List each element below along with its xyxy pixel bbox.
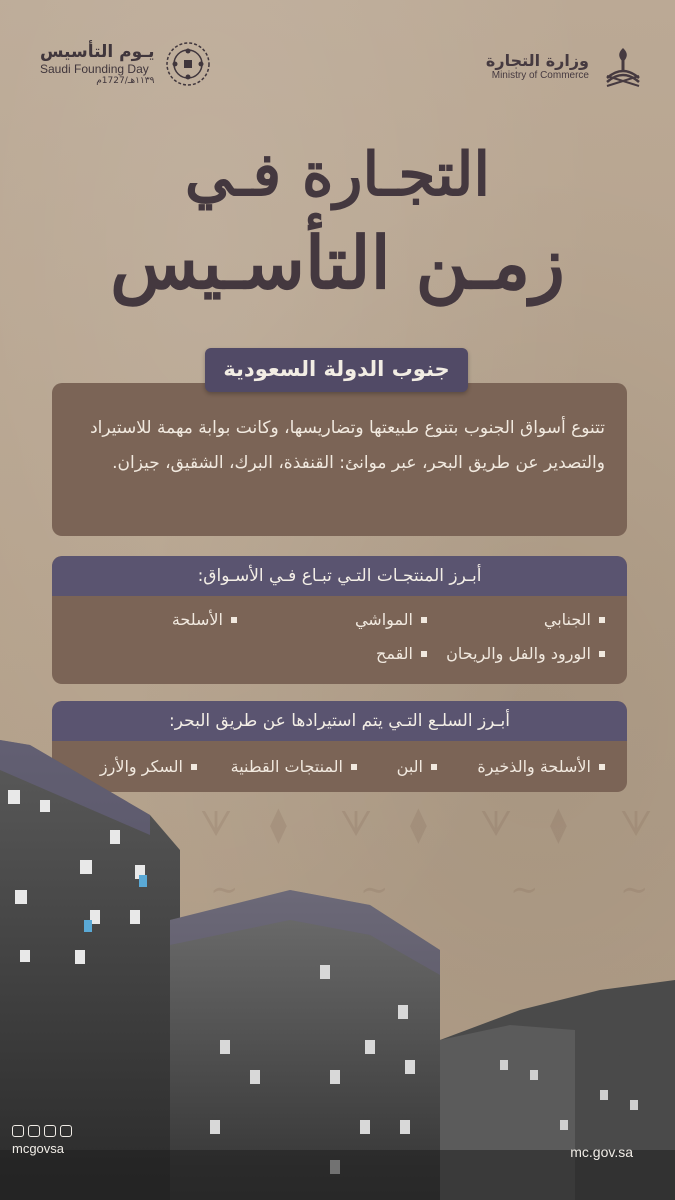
bullet-icon xyxy=(599,651,605,657)
title-line-1: التجـارة فـي xyxy=(184,140,491,210)
founding-day-seal-icon xyxy=(164,40,212,88)
list-item: الأسلحة والذخيرة xyxy=(477,757,605,776)
decor-symbol: ᗐ xyxy=(480,805,512,845)
stone-buildings-illustration xyxy=(0,740,675,1200)
decor-symbol: ⧫ xyxy=(550,805,567,845)
bullet-icon xyxy=(421,651,427,657)
instagram-icon[interactable] xyxy=(12,1125,24,1137)
social-handle xyxy=(12,1125,72,1156)
x-icon[interactable] xyxy=(28,1125,40,1137)
bullet-icon xyxy=(599,617,605,623)
founding-day-logo xyxy=(40,40,212,88)
list-item: الورود والفل والريحان xyxy=(446,644,605,663)
ministry-name-en: Ministry of Commerce xyxy=(491,70,589,81)
decor-symbol: ᗐ xyxy=(340,805,372,845)
bullet-icon xyxy=(231,617,237,623)
facebook-icon[interactable] xyxy=(44,1125,56,1137)
list-item: الأسلحة xyxy=(172,610,237,629)
products-box xyxy=(52,556,627,684)
ministry-of-commerce-logo xyxy=(486,42,647,90)
decor-symbol: ⧫ xyxy=(410,805,427,845)
intro-text: تتنوع أسواق الجنوب بتنوع طبيعتها وتضاريسها، وكانت بوابة مهمة للاستيراد والتصدير عن طريق البحر، عبر موانئ: القنفذة، البرك، الشقيق، جيزان. xyxy=(90,418,605,473)
handle-text: mcgovsa xyxy=(12,1141,65,1156)
decor-symbol: ∽ xyxy=(210,870,239,910)
saudi-emblem-icon xyxy=(599,42,647,90)
decor-symbol: ∽ xyxy=(620,870,649,910)
imports-heading: أبـرز السلـع التـي يتم استيرادها عن طريق البحر: xyxy=(52,701,627,741)
region-label: جنوب الدولة السعودية xyxy=(205,348,468,392)
website-link[interactable]: mc.gov.sa xyxy=(570,1144,633,1160)
founding-year: ١١٣٩هـ/1727م xyxy=(96,76,155,86)
title-line-2: زمـن التأسـيس xyxy=(110,220,565,305)
list-item: المنتجات القطنية xyxy=(231,757,357,776)
decor-symbol: ⧫ xyxy=(270,805,287,845)
intro-panel xyxy=(52,383,627,536)
decor-symbol: ∽ xyxy=(510,870,539,910)
products-heading: أبـرز المنتجـات التـي تبـاع فـي الأسـواق: xyxy=(52,556,627,596)
list-item: القمح xyxy=(376,644,427,663)
list-item: الجنابي xyxy=(544,610,605,629)
bullet-icon xyxy=(421,617,427,623)
founding-day-ar: يـوم التأسيس xyxy=(40,42,155,62)
list-item: السكر والأرز xyxy=(100,757,197,776)
decor-symbol: ᗐ xyxy=(620,805,652,845)
list-item: البن xyxy=(397,757,437,776)
decor-symbol: ᗐ xyxy=(200,805,232,845)
list-item: المواشي xyxy=(355,610,427,629)
ministry-name-ar: وزارة التجارة xyxy=(485,51,589,70)
youtube-icon[interactable] xyxy=(60,1125,72,1137)
decor-symbol: ∽ xyxy=(360,870,389,910)
founding-day-en: Saudi Founding Day xyxy=(40,62,149,76)
